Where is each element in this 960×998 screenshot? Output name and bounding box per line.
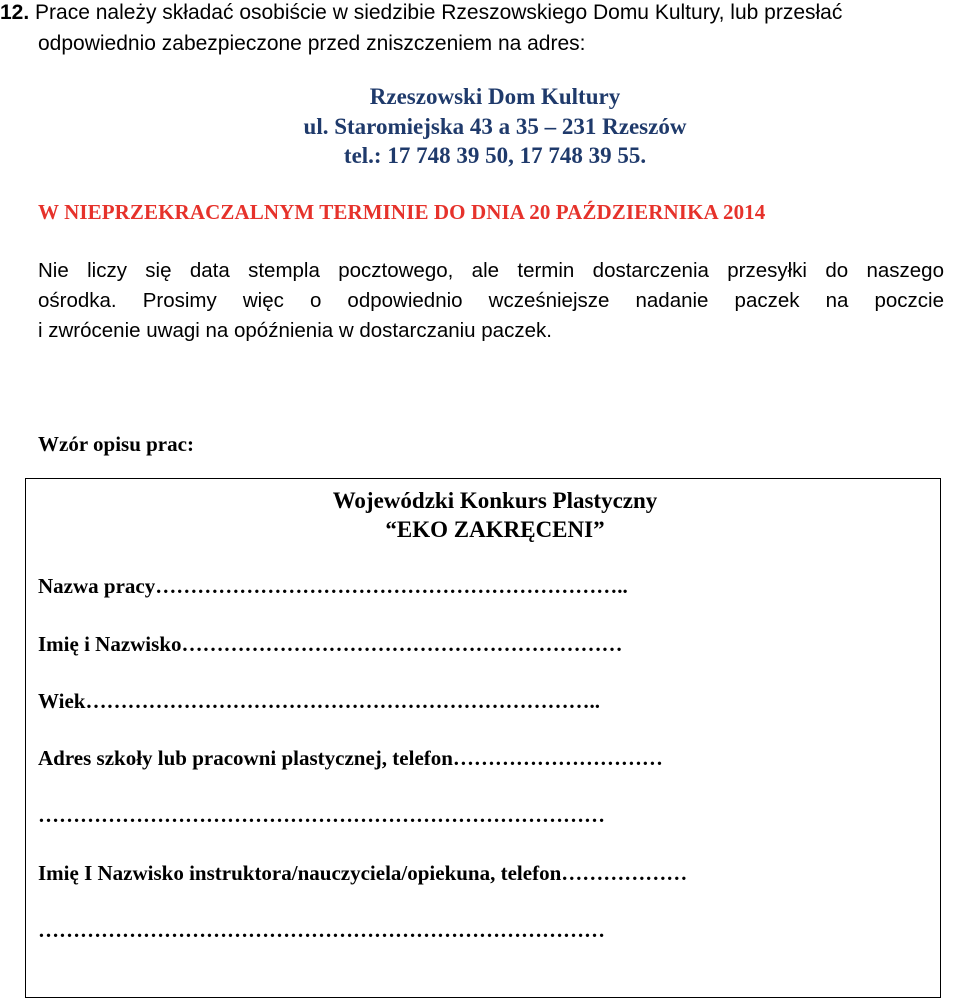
note-line-2: ośrodka. Prosimy więc o odpowiednio wcześniejsze nadanie paczek na poczcie	[38, 289, 944, 312]
address-street: ul. Staromiejska 43 a 35 – 231 Rzeszów	[303, 114, 687, 139]
contest-title: Wojewódzki Konkurs Plastyczny	[332, 488, 658, 513]
item-number: 12.	[0, 1, 30, 24]
deadline-notice: W NIEPRZEKRACZALNYM TERMINIE DO DNIA 20 PAŹDZIERNIKA 2014	[38, 200, 766, 224]
field-instructor-continued: ………………………………………………………………………	[38, 918, 605, 942]
address-name: Rzeszowski Dom Kultury	[369, 84, 621, 109]
field-school-address-continued: ………………………………………………………………………	[38, 803, 605, 827]
item-12-text-line-2: odpowiednio zabezpieczone przed zniszczeniem na adres:	[38, 32, 586, 55]
field-age: Wiek………………………………………………………………..	[38, 689, 600, 713]
note-line-3: i zwrócenie uwagi na opóźnienia w dostarczaniu paczek.	[38, 319, 552, 342]
field-school-address: Adres szkoły lub pracowni plastycznej, telefon…………………………	[38, 746, 663, 770]
template-heading: Wzór opisu prac:	[38, 432, 194, 456]
field-work-title: Nazwa pracy…………………………………………………………..	[38, 574, 628, 598]
item-12-line-1	[0, 0, 842, 26]
address-phone: tel.: 17 748 39 50, 17 748 39 55.	[343, 143, 647, 168]
field-instructor: Imię I Nazwisko instruktora/nauczyciela/opiekuna, telefon………………	[38, 861, 688, 885]
postmark-note	[38, 256, 944, 346]
item-12-text-line-1: Prace należy składać osobiście w siedzibie Rzeszowskiego Domu Kultury, lub przesłać	[35, 1, 843, 24]
field-full-name: Imię i Nazwisko………………………………………………………	[38, 632, 623, 656]
note-line-1: Nie liczy się data stempla pocztowego, ale termin dostarczenia przesyłki do naszego	[38, 259, 944, 282]
contest-name: “EKO ZAKRĘCENI”	[385, 517, 605, 542]
